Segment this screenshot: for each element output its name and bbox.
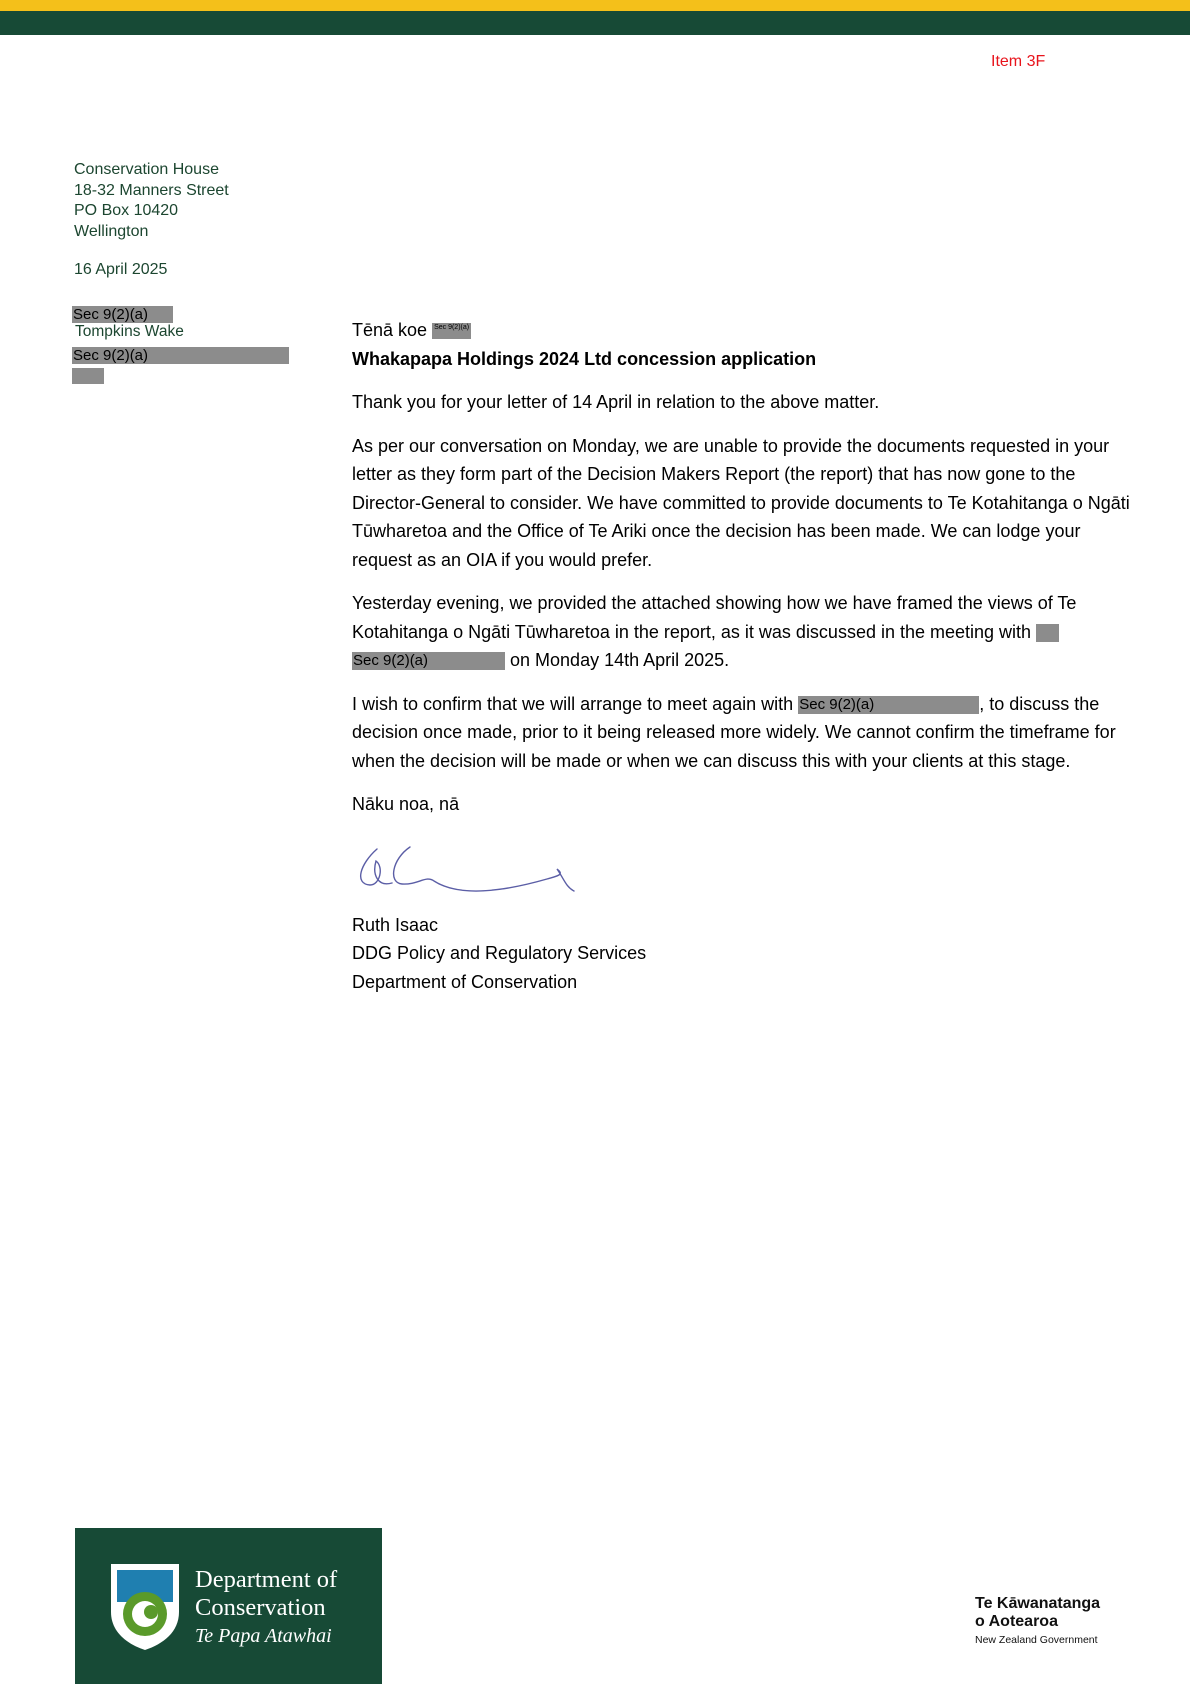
sender-address-line: 18-32 Manners Street: [74, 181, 229, 199]
doc-wordmark: [195, 1566, 337, 1650]
paragraph-1: Thank you for your letter of 14 April in relation to the above matter.: [352, 392, 880, 412]
letter-body: [352, 316, 1132, 996]
doc-shield-logo-icon: [107, 1560, 183, 1652]
doc-wordmark-line: Department of: [195, 1566, 338, 1593]
nz-gov-line-1: Te Kāwanatanga: [975, 1595, 1101, 1612]
inline-redaction: Sec 9(2)(a): [352, 652, 505, 670]
recipient-name-redaction: Sec 9(2)(a): [72, 306, 173, 323]
greeting-redaction: Sec 9(2)(a): [432, 323, 471, 339]
recipient-company: Tompkins Wake: [75, 323, 184, 340]
doc-wordmark-maori: Te Papa Atawhai: [195, 1625, 332, 1647]
greeting: [352, 316, 1132, 345]
nz-gov-line-2: o Aotearoa: [975, 1613, 1058, 1630]
inline-redaction-short: [1036, 624, 1059, 642]
handwritten-signature: [352, 839, 592, 909]
paragraph-4-text-end: , to discuss the decision once made, prior to it being released more widely. We cannot confirm the timeframe for when the decision will be made or when we can discuss this with your clients at this stage.: [352, 693, 1116, 771]
paragraph-2: As per our conversation on Monday, we are unable to provide the documents requested in your letter as they form part of the Decision Makers Report (the report) that has now gone to the Director-General to consider. We have committed to provide documents to Te Kotahitanga o Ngāti Tūwharetoa and the Office of Te Ariki once the decision has been made. We can lodge your request as an OIA if you would prefer.: [352, 435, 1130, 570]
greeting-text: Tēnā koe: [352, 320, 428, 340]
nz-government-logo: [975, 1595, 1100, 1649]
nz-gov-line-3: New Zealand Government: [975, 1634, 1098, 1646]
doc-wordmark-line: Conservation: [195, 1594, 326, 1621]
item-label: Item 3F: [991, 53, 1046, 70]
signoff: Nāku noa, nā: [352, 794, 460, 814]
recipient-address-redaction-small: [72, 368, 104, 384]
doc-footer-logo: [75, 1528, 382, 1684]
letter-subject: Whakapapa Holdings 2024 Ltd concession application: [352, 348, 817, 369]
sender-address-line: Conservation House: [74, 161, 219, 178]
paragraph-4: [352, 690, 1132, 776]
paragraph-3: [352, 589, 1132, 675]
sender-address-line: Wellington: [74, 222, 149, 240]
letter-date: 16 April 2025: [74, 261, 168, 278]
inline-redaction: Sec 9(2)(a): [798, 696, 979, 714]
signatory-title: DDG Policy and Regulatory Services: [352, 943, 647, 963]
paragraph-3-text: Yesterday evening, we provided the attached showing how we have framed the views of Te Kotahitanga o Ngāti Tūwharetoa in the report, as it was discussed in the meeting with: [352, 593, 1077, 642]
sender-address-line: PO Box 10420: [74, 202, 179, 219]
signatory-organisation: Department of Conservation: [352, 971, 578, 992]
paragraph-4-text: I wish to confirm that we will arrange to meet again with: [352, 693, 794, 714]
header-yellow-stripe: [0, 0, 1190, 11]
sender-address: [74, 160, 229, 242]
header-green-band: [0, 11, 1190, 35]
paragraph-3-text-end: on Monday 14th April 2025.: [510, 650, 730, 670]
recipient-address-redaction: Sec 9(2)(a): [72, 347, 289, 364]
signatory-name: Ruth Isaac: [352, 914, 439, 935]
